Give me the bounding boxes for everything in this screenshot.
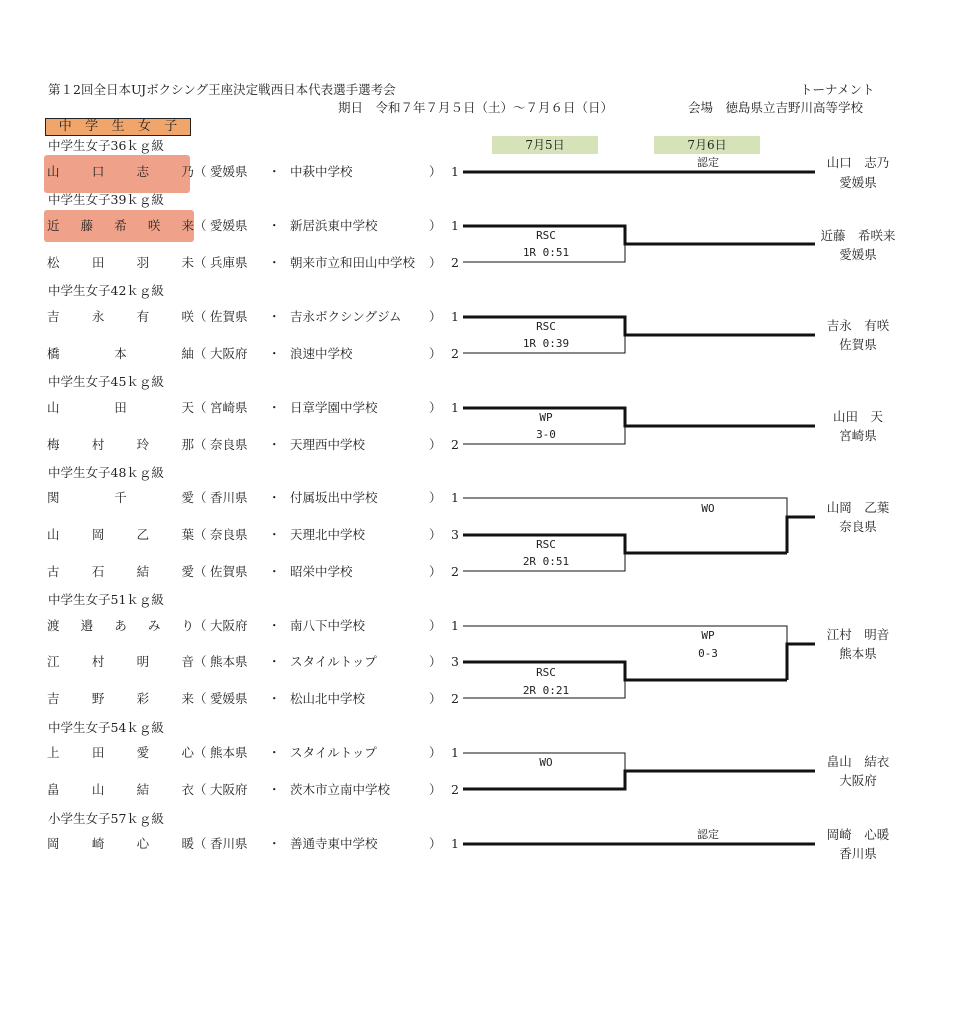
name-char: 吉: [47, 309, 60, 324]
name-char: 梅: [47, 437, 60, 452]
paren-open: （: [194, 255, 207, 270]
winner-name: 吉永 有咲: [826, 318, 890, 333]
name-char: り: [181, 618, 194, 633]
name-char: 山: [47, 400, 60, 415]
competitor-school: 新居浜東中学校: [290, 218, 378, 233]
paren-close: ）: [429, 691, 442, 706]
paren-open: （: [194, 400, 207, 415]
competitor-school: 南八下中学校: [290, 618, 366, 633]
name-char: 吉: [47, 691, 60, 706]
seed-number: 2: [451, 782, 459, 797]
event-dates: 期日 令和７年７月５日（土）～７月６日（日）: [338, 100, 614, 115]
competitor-pref: 兵庫県: [210, 255, 248, 270]
name-char: 邉: [80, 618, 94, 633]
seed-number: 1: [451, 745, 459, 760]
paren-open: （: [194, 782, 207, 797]
seed-number: 2: [451, 346, 459, 361]
name-char: 口: [91, 164, 105, 179]
seed-number: 1: [451, 164, 459, 179]
bout-result: RSC: [536, 666, 556, 679]
name-char: 玲: [136, 437, 150, 452]
name-char: 心: [181, 745, 194, 760]
separator-dot: ・: [268, 654, 281, 669]
name-char: 本: [114, 346, 127, 361]
separator-dot: ・: [268, 309, 281, 324]
paren-open: （: [194, 654, 207, 669]
seed-number: 1: [451, 836, 459, 851]
name-char: 藤: [80, 218, 94, 233]
paren-close: ）: [429, 836, 442, 851]
competitor-school: 付属坂出中学校: [290, 490, 378, 505]
competitor-school: 善通寺東中学校: [290, 836, 378, 851]
paren-close: ）: [429, 164, 442, 179]
winner-name: 近藤 希咲来: [820, 228, 896, 243]
paren-open: （: [194, 836, 207, 851]
name-char: 崎: [91, 836, 105, 851]
competitor-pref: 愛媛県: [210, 691, 248, 706]
weight-class-label: 中学生女子51ｋｇ級: [48, 592, 164, 607]
separator-dot: ・: [268, 346, 281, 361]
bout-result: 3-0: [536, 428, 556, 441]
bracket-line: [463, 771, 815, 789]
name-char: 田: [91, 255, 105, 270]
seed-number: 1: [451, 618, 459, 633]
bracket-line: [787, 644, 815, 680]
competitor-school: 天理北中学校: [290, 527, 366, 542]
competitor-school: 昭栄中学校: [290, 564, 353, 579]
name-char: 来: [181, 218, 194, 233]
separator-dot: ・: [268, 218, 281, 233]
winner-name: 畠山 結衣: [826, 754, 890, 769]
bout-result: 2R 0:51: [522, 555, 570, 568]
paren-close: ）: [429, 346, 442, 361]
seed-number: 1: [451, 400, 459, 415]
bout-result: 認定: [697, 156, 719, 169]
separator-dot: ・: [268, 691, 281, 706]
competitor-pref: 愛媛県: [210, 164, 248, 179]
name-char: 松: [47, 255, 60, 270]
seed-number: 1: [451, 218, 459, 233]
name-char: 田: [114, 400, 127, 415]
weight-class-label: 中学生女子54ｋｇ級: [48, 720, 164, 735]
weight-class-label: 中学生女子42ｋｇ級: [48, 283, 164, 298]
category-char: 学: [85, 119, 99, 134]
category-char: 中: [58, 119, 72, 134]
name-char: 乙: [136, 527, 150, 542]
name-char: 古: [47, 564, 60, 579]
name-char: 岡: [47, 836, 60, 851]
paren-close: ）: [429, 437, 442, 452]
name-char: 石: [91, 564, 105, 579]
name-char: 結: [136, 782, 150, 797]
name-char: 天: [181, 400, 194, 415]
seed-number: 2: [451, 691, 459, 706]
name-char: 有: [136, 309, 150, 324]
competitor-pref: 宮崎県: [210, 400, 248, 415]
bout-result: 認定: [697, 828, 719, 841]
winner-pref: 愛媛県: [839, 247, 877, 262]
paren-open: （: [194, 490, 207, 505]
name-char: 愛: [181, 564, 194, 579]
winner-name: 岡崎 心暖: [826, 827, 890, 842]
paren-close: ）: [429, 309, 442, 324]
separator-dot: ・: [268, 836, 281, 851]
separator-dot: ・: [268, 527, 281, 542]
separator-dot: ・: [268, 745, 281, 760]
winner-name: 江村 明音: [826, 627, 890, 642]
paren-open: （: [194, 346, 207, 361]
paren-close: ）: [429, 400, 442, 415]
name-char: 紬: [181, 346, 194, 361]
weight-class-label: 中学生女子48ｋｇ級: [48, 465, 164, 480]
name-char: 愛: [136, 745, 150, 760]
bout-result: WO: [701, 502, 715, 515]
name-char: 田: [91, 745, 105, 760]
name-char: 村: [91, 654, 105, 669]
winner-name: 山口 志乃: [826, 155, 890, 170]
bout-result: RSC: [536, 320, 556, 333]
competitor-school: 茨木市立南中学校: [290, 782, 391, 797]
separator-dot: ・: [268, 437, 281, 452]
seed-number: 2: [451, 255, 459, 270]
bout-result: WP: [701, 629, 715, 642]
name-char: 希: [114, 218, 127, 233]
category-char: 女: [137, 119, 151, 134]
winner-pref: 愛媛県: [839, 175, 877, 190]
competitor-pref: 佐賀県: [210, 564, 248, 579]
name-char: 明: [136, 654, 150, 669]
name-char: あ: [114, 618, 127, 633]
paren-close: ）: [429, 618, 442, 633]
name-char: 愛: [181, 490, 194, 505]
competitor-school: 天理西中学校: [290, 437, 366, 452]
name-char: 那: [181, 437, 194, 452]
name-char: 近: [47, 218, 60, 233]
weight-class-label: 小学生女子57ｋｇ級: [48, 811, 164, 826]
competitor-pref: 愛媛県: [210, 218, 248, 233]
name-char: 心: [136, 836, 150, 851]
paren-open: （: [194, 218, 207, 233]
seed-number: 1: [451, 309, 459, 324]
paren-open: （: [194, 564, 207, 579]
name-char: 村: [91, 437, 105, 452]
name-char: 上: [47, 745, 60, 760]
paren-close: ）: [429, 218, 442, 233]
winner-pref: 熊本県: [839, 646, 877, 661]
bout-result: RSC: [536, 538, 556, 551]
seed-number: 2: [451, 564, 459, 579]
name-char: 音: [181, 654, 194, 669]
paren-close: ）: [429, 654, 442, 669]
name-char: 結: [136, 564, 150, 579]
separator-dot: ・: [268, 618, 281, 633]
competitor-school: 日章学園中学校: [290, 400, 378, 415]
paren-open: （: [194, 527, 207, 542]
competitor-school: 吉永ボクシングジム: [290, 309, 402, 324]
day2-header: 7月6日: [654, 136, 760, 154]
competitor-school: 中萩中学校: [290, 164, 353, 179]
competitor-pref: 熊本県: [210, 745, 248, 760]
bout-result: WP: [539, 411, 553, 424]
winner-pref: 佐賀県: [839, 337, 877, 352]
bout-result: WO: [539, 756, 553, 769]
paren-open: （: [194, 691, 207, 706]
competitor-pref: 香川県: [210, 490, 248, 505]
name-char: み: [147, 618, 161, 633]
paren-open: （: [194, 309, 207, 324]
bracket-line: [787, 517, 815, 553]
competitor-pref: 大阪府: [210, 346, 248, 361]
name-char: 暖: [181, 836, 194, 851]
day1-header: 7月5日: [492, 136, 598, 154]
competitor-pref: 大阪府: [210, 782, 248, 797]
seed-number: 1: [451, 490, 459, 505]
competitor-pref: 佐賀県: [210, 309, 248, 324]
name-char: 関: [47, 490, 60, 505]
weight-class-label: 中学生女子36ｋｇ級: [48, 138, 164, 153]
name-char: 山: [91, 782, 105, 797]
name-char: 江: [47, 654, 60, 669]
separator-dot: ・: [268, 400, 281, 415]
name-char: 岡: [91, 527, 105, 542]
category-char: 子: [164, 119, 178, 134]
name-char: 羽: [136, 255, 150, 270]
name-char: 畠: [47, 782, 60, 797]
paren-close: ）: [429, 564, 442, 579]
name-char: 未: [181, 255, 194, 270]
competitor-pref: 奈良県: [210, 527, 248, 542]
bout-result: 0-3: [698, 647, 718, 660]
name-char: 乃: [181, 164, 194, 179]
paren-open: （: [194, 437, 207, 452]
competitor-pref: 大阪府: [210, 618, 248, 633]
paren-close: ）: [429, 527, 442, 542]
name-char: 野: [91, 691, 105, 706]
seed-number: 2: [451, 437, 459, 452]
competitor-pref: 奈良県: [210, 437, 248, 452]
separator-dot: ・: [268, 782, 281, 797]
competitor-school: 朝来市立和田山中学校: [290, 255, 416, 270]
category-char: 生: [111, 119, 125, 134]
tournament-label: トーナメント: [800, 82, 875, 97]
event-venue: 会場 徳島県立吉野川高等学校: [688, 100, 864, 115]
winner-pref: 大阪府: [839, 773, 877, 788]
winner-name: 山田 天: [832, 409, 883, 424]
name-char: 彩: [136, 691, 150, 706]
bout-result: 2R 0:21: [522, 684, 570, 697]
paren-close: ）: [429, 782, 442, 797]
name-char: 志: [136, 164, 150, 179]
paren-open: （: [194, 618, 207, 633]
bout-result: 1R 0:51: [522, 246, 570, 259]
separator-dot: ・: [268, 564, 281, 579]
competitor-pref: 熊本県: [210, 654, 248, 669]
winner-name: 山岡 乙葉: [826, 500, 890, 515]
paren-close: ）: [429, 745, 442, 760]
name-char: 咲: [181, 309, 194, 324]
bout-result: RSC: [536, 229, 556, 242]
name-char: 橋: [47, 346, 60, 361]
name-char: 山: [47, 527, 60, 542]
competitor-school: 松山北中学校: [290, 691, 366, 706]
name-char: 葉: [181, 527, 194, 542]
name-char: 永: [91, 309, 105, 324]
name-char: 千: [114, 490, 127, 505]
winner-pref: 香川県: [839, 846, 877, 861]
bout-result: 1R 0:39: [522, 337, 570, 350]
seed-number: 3: [451, 527, 459, 542]
name-char: 山: [47, 164, 60, 179]
weight-class-label: 中学生女子45ｋｇ級: [48, 374, 164, 389]
seed-number: 3: [451, 654, 459, 669]
name-char: 咲: [147, 218, 161, 233]
competitor-pref: 香川県: [210, 836, 248, 851]
winner-pref: 宮崎県: [839, 428, 877, 443]
paren-open: （: [194, 164, 207, 179]
weight-class-label: 中学生女子39ｋｇ級: [48, 192, 164, 207]
name-char: 衣: [181, 782, 194, 797]
winner-pref: 奈良県: [839, 519, 877, 534]
name-char: 来: [181, 691, 194, 706]
name-char: 渡: [47, 618, 60, 633]
paren-close: ）: [429, 490, 442, 505]
competitor-school: 浪速中学校: [290, 346, 353, 361]
separator-dot: ・: [268, 164, 281, 179]
competitor-school: スタイルトップ: [290, 654, 377, 669]
competitor-school: スタイルトップ: [290, 745, 377, 760]
paren-close: ）: [429, 255, 442, 270]
paren-open: （: [194, 745, 207, 760]
separator-dot: ・: [268, 490, 281, 505]
separator-dot: ・: [268, 255, 281, 270]
document-title: 第１2回全日本UJボクシング王座決定戦西日本代表選手選考会: [48, 82, 396, 97]
